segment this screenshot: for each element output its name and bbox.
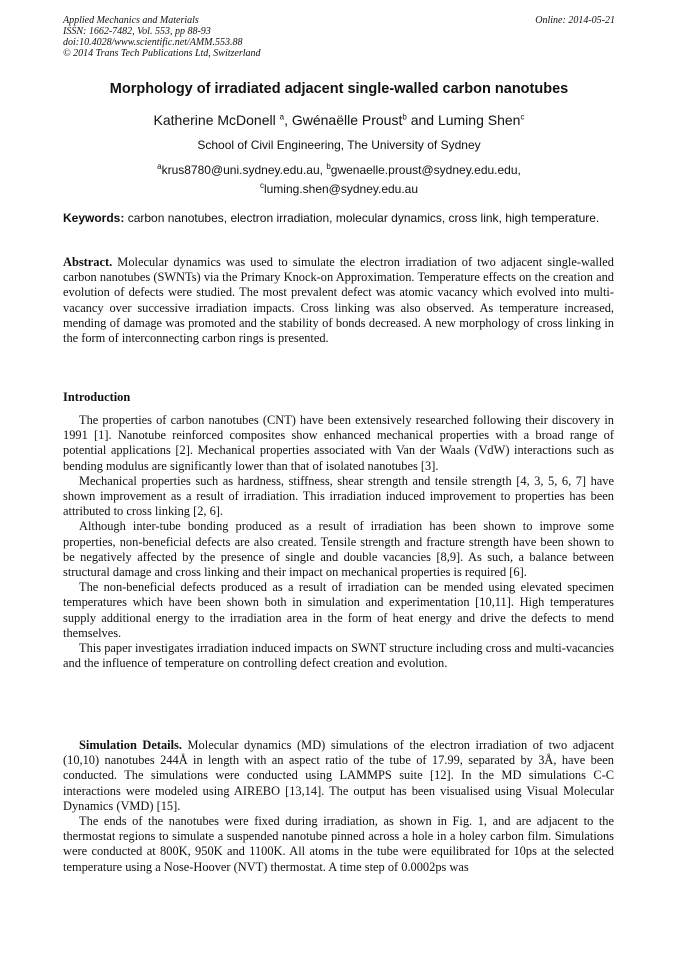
- keywords: [63, 210, 614, 226]
- issn-line: ISSN: 1662-7482, Vol. 553, pp 88-93: [63, 26, 211, 37]
- author-2-sup: b: [402, 112, 407, 122]
- author-1: Katherine McDonell: [153, 112, 280, 128]
- section-heading-introduction: Introduction: [63, 390, 131, 404]
- paper-title: Morphology of irradiated adjacent single-walled carbon nanotubes: [109, 81, 569, 97]
- keywords-label: Keywords:: [63, 211, 125, 225]
- intro-paragraph: The properties of carbon nanotubes (CNT) have been extensively researched following their discovery in 1991 [1]. Nanotube reinforced composites show enhanced mechanical properties with a broad range of potential applications [2]. Mechanical properties associated with Van der Waals (VdW) interactions such as bending modulus are significantly lower than that of isolated nanotubes [3].: [63, 413, 614, 473]
- author-1-sup: a: [279, 112, 285, 122]
- email-c[interactable]: luming.shen@sydney.edu.au: [263, 182, 419, 196]
- intro-paragraph: This paper investigates irradiation induced impacts on SWNT structure including cross and multi-vacancies and the influence of temperature on controlling defect creation and evolution.: [63, 641, 614, 671]
- online-date: Online: 2014-05-21: [535, 15, 615, 26]
- simulation-paragraph-1: Molecular dynamics (MD) simulations of the electron irradiation of two adjacent (10,10) nanotubes 244Å in length with an aspect ratio of the tube of 17.99, separated by 3Å, have been conducted. The simulations were conducted using LAMMPS suite [12]. In the MD simulations C-C interactions were modeled using AIREBO [13,14]. The output has been visualised using Visual Molecular Dynamics (VMD) [15].: [63, 738, 615, 813]
- email-b[interactable]: gwenaelle.proust@sydney.edu.edu,: [330, 163, 521, 177]
- intro-paragraph: The non-beneficial defects produced as a result of irradiation can be mended using elevated specimen temperatures which have been shown both in simulation and experimentation [10,11]. High temperatures supply additional energy to the irradiation area in the form of heat energy and drive the defects to mend themselves.: [63, 580, 614, 640]
- journal-name: Applied Mechanics and Materials: [63, 15, 199, 26]
- email-c-sup: c: [259, 181, 264, 190]
- simulation-details: [63, 738, 614, 875]
- copyright-line: © 2014 Trans Tech Publications Ltd, Switzerland: [63, 48, 261, 59]
- simulation-paragraph-2: The ends of the nanotubes were fixed during irradiation, as shown in Fig. 1, and are adjacent to the thermostat regions to simulate a suspended nanotube pinned across a hole in a holey carbon film. Simulations were conducted at 800K, 950K and 1100K. All atoms in the tube were equilibrated for 10ps at the selected temperature using a Nose-Hoover (NVT) thermostat. A time step of 0.0002ps was: [63, 814, 614, 874]
- simulation-label: Simulation Details.: [79, 738, 182, 752]
- author-list: [0, 112, 678, 128]
- email-b-sup: b: [326, 162, 331, 171]
- abstract: [63, 255, 614, 346]
- introduction-body: [63, 413, 614, 671]
- keywords-text: carbon nanotubes, electron irradiation, molecular dynamics, cross link, high temperature.: [124, 211, 600, 225]
- email-a[interactable]: krus8780@uni.sydney.edu.au,: [161, 163, 327, 177]
- abstract-text: Molecular dynamics was used to simulate the electron irradiation of two adjacent single-walled carbon nanotubes (SWNTs) via the Primary Knock-on Approximation. Temperature effects on the creation and evolution of defects were studied. The most prevalent defect was atomic vacancy which evolved into multi-vacancy over successive irradiation impacts. Cross linking was also observed. As temperature increased, mending of damage was promoted and the stability of bonds decreased. A new morphology of cross linking in the form of interconnecting carbon rings is presented.: [63, 255, 614, 346]
- email-list: [0, 159, 678, 197]
- author-2: , Gwénaëlle Proust: [284, 112, 403, 128]
- affiliation: School of Civil Engineering, The University of Sydney: [197, 138, 481, 152]
- intro-paragraph: Although inter-tube bonding produced as a result of irradiation has been shown to improve some properties, non-beneficial defects are also created. Tensile strength and fracture strength have been shown to be negatively affected by the presence of single and double vacancies [8,9]. As such, a balance between structural damage and cross linking and their impact on mechanical properties is required [6].: [63, 519, 614, 580]
- author-3: and Luming Shen: [406, 112, 521, 128]
- intro-paragraph: Mechanical properties such as hardness, stiffness, shear strength and tensile strength [4, 3, 5, 6, 7] have shown improvement as a result of irradiation. This irradiation induced improvement to properties has been attributed to cross linking [2, 6].: [63, 473, 614, 519]
- doi-line: doi:10.4028/www.scientific.net/AMM.553.88: [63, 37, 243, 48]
- journal-header: [63, 15, 261, 59]
- abstract-label: Abstract.: [63, 255, 113, 269]
- email-a-sup: a: [157, 162, 162, 171]
- author-3-sup: c: [520, 112, 525, 122]
